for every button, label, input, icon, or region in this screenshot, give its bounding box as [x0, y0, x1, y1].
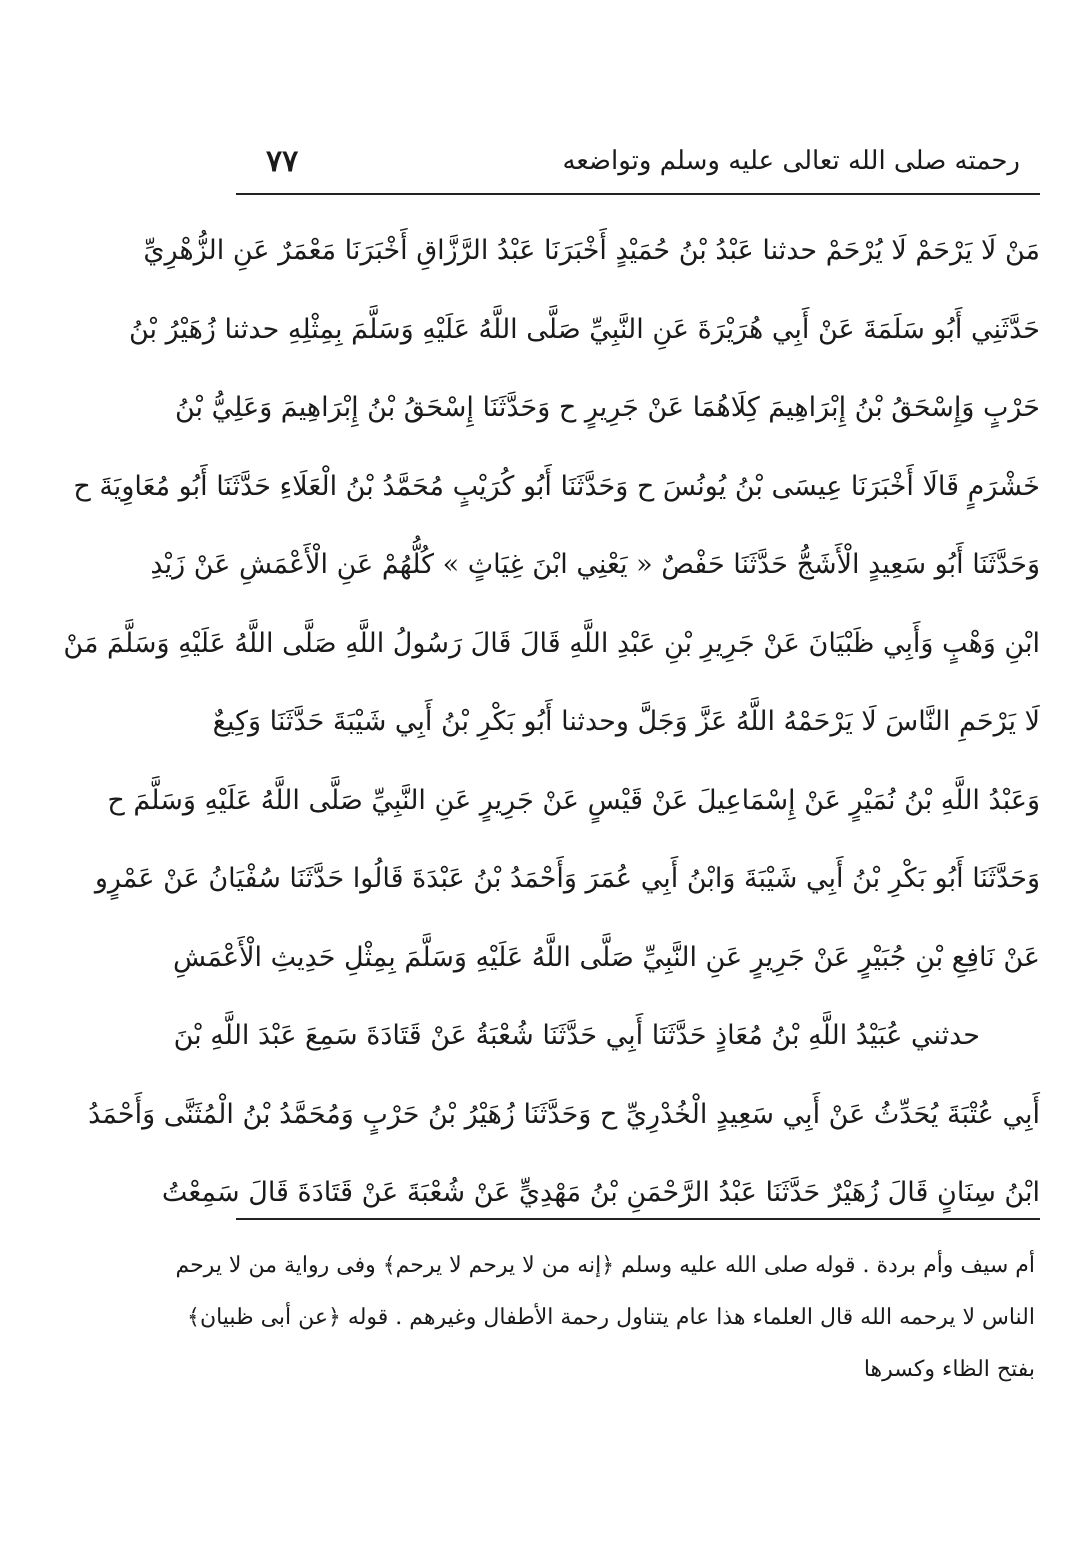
text-line: خَشْرَمٍ قَالَا أَخْبَرَنَا عِيسَى بْنُ يُونُسَ ح وَحَدَّثَنَا أَبُو كُرَيْبٍ مُحَمَّدُ بْنُ الْعَلَاءِ حَدَّثَنَا أَبُو مُعَاوِيَةَ ح	[73, 470, 1040, 502]
header-divider	[236, 193, 1040, 195]
text-line: حَرْبٍ وَإِسْحَقُ بْنُ إِبْرَاهِيمَ كِلَاهُمَا عَنْ جَرِيرٍ ح وَحَدَّثَنَا إِسْحَقُ بْنُ إِبْرَاهِيمَ وَعَلِيُّ بْنُ	[174, 392, 1040, 423]
text-line: وَعَبْدُ اللَّهِ بْنُ نُمَيْرٍ عَنْ إِسْمَاعِيلَ عَنْ قَيْسٍ عَنْ جَرِيرٍ عَنِ النَّبِيِّ صَلَّى اللَّهُ عَلَيْهِ وَسَلَّمَ ح	[107, 784, 1040, 816]
hadith-text	[63, 212, 1040, 1233]
footnote-divider	[236, 1218, 1040, 1220]
page-number: ٧٧	[266, 144, 299, 179]
header-title: رحمته صلى الله تعالى عليه وسلم وتواضعه	[562, 146, 1020, 176]
running-header	[236, 140, 1040, 190]
text-line: حدثني عُبَيْدُ اللَّهِ بْنُ مُعَاذٍ حَدَّثَنَا أَبِي حَدَّثَنَا شُعْبَةُ عَنْ قَتَادَةَ سَمِعَ عَبْدَ اللَّهِ بْنَ	[173, 1020, 980, 1051]
footnote-line: الناس لا يرحمه الله قال العلماء هذا عام يتناول رحمة الأطفال وغيرهم . قوله ﴿عن أبى ظبيان﴾	[187, 1305, 1035, 1330]
text-line: وَحَدَّثَنَا أَبُو بَكْرِ بْنُ أَبِي شَيْبَةَ وَابْنُ أَبِي عُمَرَ وَأَحْمَدُ بْنُ عَبْدَةَ قَالُوا حَدَّثَنَا سُفْيَانُ عَنْ عَمْرٍو	[94, 863, 1040, 894]
text-line: لَا يَرْحَمِ النَّاسَ لَا يَرْحَمْهُ اللَّهُ عَزَّ وَجَلَّ وحدثنا أَبُو بَكْرِ بْنُ أَبِي شَيْبَةَ حَدَّثَنَا وَكِيعٌ	[212, 706, 1040, 737]
footnote-line: أم سيف وأم بردة . قوله صلى الله عليه وسلم ﴿إنه من لا يرحم لا يرحم﴾ وفى رواية من لا يرحم	[175, 1253, 1035, 1278]
text-line: حَدَّثَنِي أَبُو سَلَمَةَ عَنْ أَبِي هُرَيْرَةَ عَنِ النَّبِيِّ صَلَّى اللَّهُ عَلَيْهِ وَسَلَّمَ بِمِثْلِهِ حدثنا زُهَيْرُ بْنُ	[128, 313, 1040, 345]
text-line: عَنْ نَافِعِ بْنِ جُبَيْرٍ عَنْ جَرِيرٍ عَنِ النَّبِيِّ صَلَّى اللَّهُ عَلَيْهِ وَسَلَّمَ بِمِثْلِ حَدِيثِ الْأَعْمَشِ	[172, 941, 1040, 973]
text-line: وَحَدَّثَنَا أَبُو سَعِيدٍ الْأَشَجُّ حَدَّثَنَا حَفْصٌ « يَعْنِي ابْنَ غِيَاثٍ » كُلُّهُمْ عَنِ الْأَعْمَشِ عَنْ زَيْدِ	[150, 549, 1040, 580]
footnote-line: بفتح الظاء وكسرها	[863, 1357, 1035, 1382]
footnotes	[175, 1240, 1035, 1396]
text-line: ابْنِ وَهْبٍ وَأَبِي ظَبْيَانَ عَنْ جَرِيرِ بْنِ عَبْدِ اللَّهِ قَالَ قَالَ رَسُولُ اللَّهِ صَلَّى اللَّهُ عَلَيْهِ وَسَلَّمَ مَنْ	[63, 627, 1040, 659]
text-line: ابْنُ سِنَانٍ قَالَ زُهَيْرٌ حَدَّثَنَا عَبْدُ الرَّحْمَنِ بْنُ مَهْدِيٍّ عَنْ شُعْبَةَ عَنْ قَتَادَةَ قَالَ سَمِعْتُ	[161, 1177, 1040, 1208]
text-line: أَبِي عُتْبَةَ يُحَدِّثُ عَنْ أَبِي سَعِيدٍ الْخُدْرِيِّ ح وَحَدَّثَنَا زُهَيْرُ بْنُ حَرْبٍ وَمُحَمَّدُ بْنُ الْمُثَنَّى وَأَحْمَدُ	[88, 1098, 1040, 1130]
text-line: مَنْ لَا يَرْحَمْ لَا يُرْحَمْ حدثنا عَبْدُ بْنُ حُمَيْدٍ أَخْبَرَنَا عَبْدُ الرَّزَّاقِ أَخْبَرَنَا مَعْمَرٌ عَنِ الزُّهْرِيِّ	[143, 235, 1040, 266]
